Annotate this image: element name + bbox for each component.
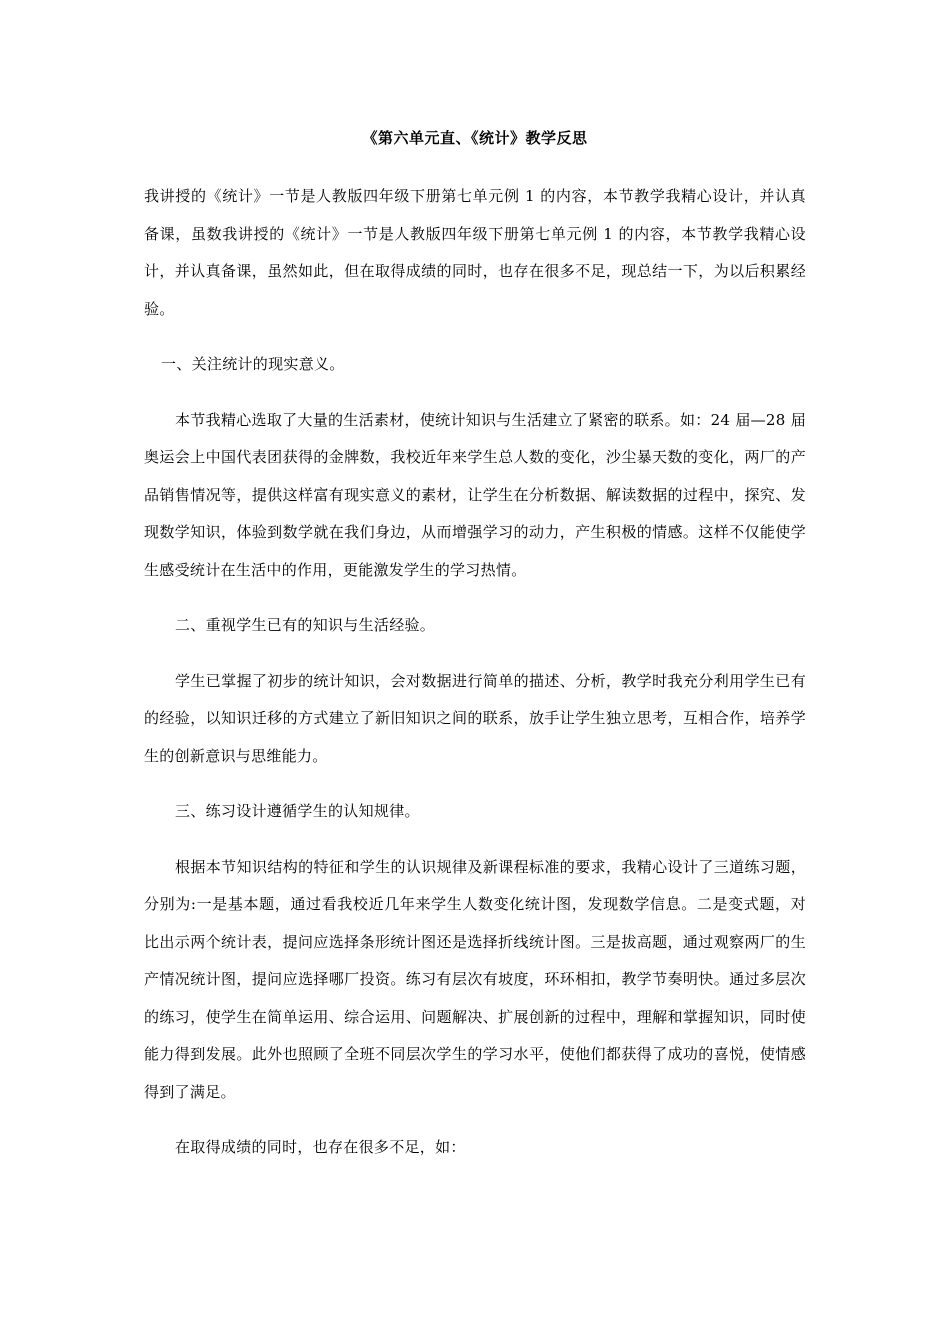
section-heading-1: 一、关注统计的现实意义。 <box>161 355 345 373</box>
document-page <box>144 126 806 1185</box>
document-title: 《第六单元直、《统计》教学反思 <box>362 129 588 147</box>
section-heading-3: 三、练习设计遵循学生的认知规律。 <box>175 802 420 820</box>
paragraph-section-2: 学生已掌握了初步的统计知识，会对数据进行简单的描述、分析，教学时我充分利用学生已有的经验，以知识迁移的方式建立了新旧知识之间的联系，放手让学生独立思考，互相合作，培养学生的创新意识与思维能力。 <box>144 671 806 765</box>
paragraph-shortcomings: 在取得成绩的同时，也存在很多不足，如： <box>175 1138 466 1156</box>
paragraph-intro: 我讲授的《统计》一节是人教版四年级下册第七单元例 1 的内容，本节教学我精心设计，并认真备课，虽数我讲授的《统计》一节是人教版四年级下册第七单元例 1 的内容，本节教学我精心设计，并认真备课，虽然如此，但在取得成绩的同时，也存在很多不足，现总结一下，为以后积累经验。 <box>144 187 806 318</box>
paragraph-section-1: 本节我精心选取了大量的生活素材，使统计知识与生活建立了紧密的联系。如：24 届—28 届奥运会上中国代表团获得的金牌数，我校近年来学生总人数的变化，沙尘暴天数的变化，两厂的产品销售情况等，提供这样富有现实意义的素材，让学生在分析数据、解读数据的过程中，探究、发现数学知识，体验到数学就在我们身边，从而增强学习的动力，产生积极的情感。这样不仅能使学生感受统计在生活中的作用，更能激发学生的学习热情。 <box>144 410 806 579</box>
section-heading-2: 二、重视学生已有的知识与生活经验。 <box>175 616 436 634</box>
paragraph-section-3: 根据本节知识结构的特征和学生的认识规律及新课程标准的要求，我精心设计了三道练习题，分别为:一是基本题，通过看我校近几年来学生人数变化统计图，发现数学信息。二是变式题，对比出示两个统计表，提问应选择条形统计图还是选择折线统计图。三是拔高题，通过观察两厂的生产情况统计图，提问应选择哪厂投资。练习有层次有坡度，环环相扣，教学节奏明快。通过多层次的练习，使学生在简单运用、综合运用、问题解决、扩展创新的过程中，理解和掌握知识，同时使能力得到发展。此外也照顾了全班不同层次学生的学习水平，使他们都获得了成功的喜悦，使情感得到了满足。 <box>144 857 806 1101</box>
